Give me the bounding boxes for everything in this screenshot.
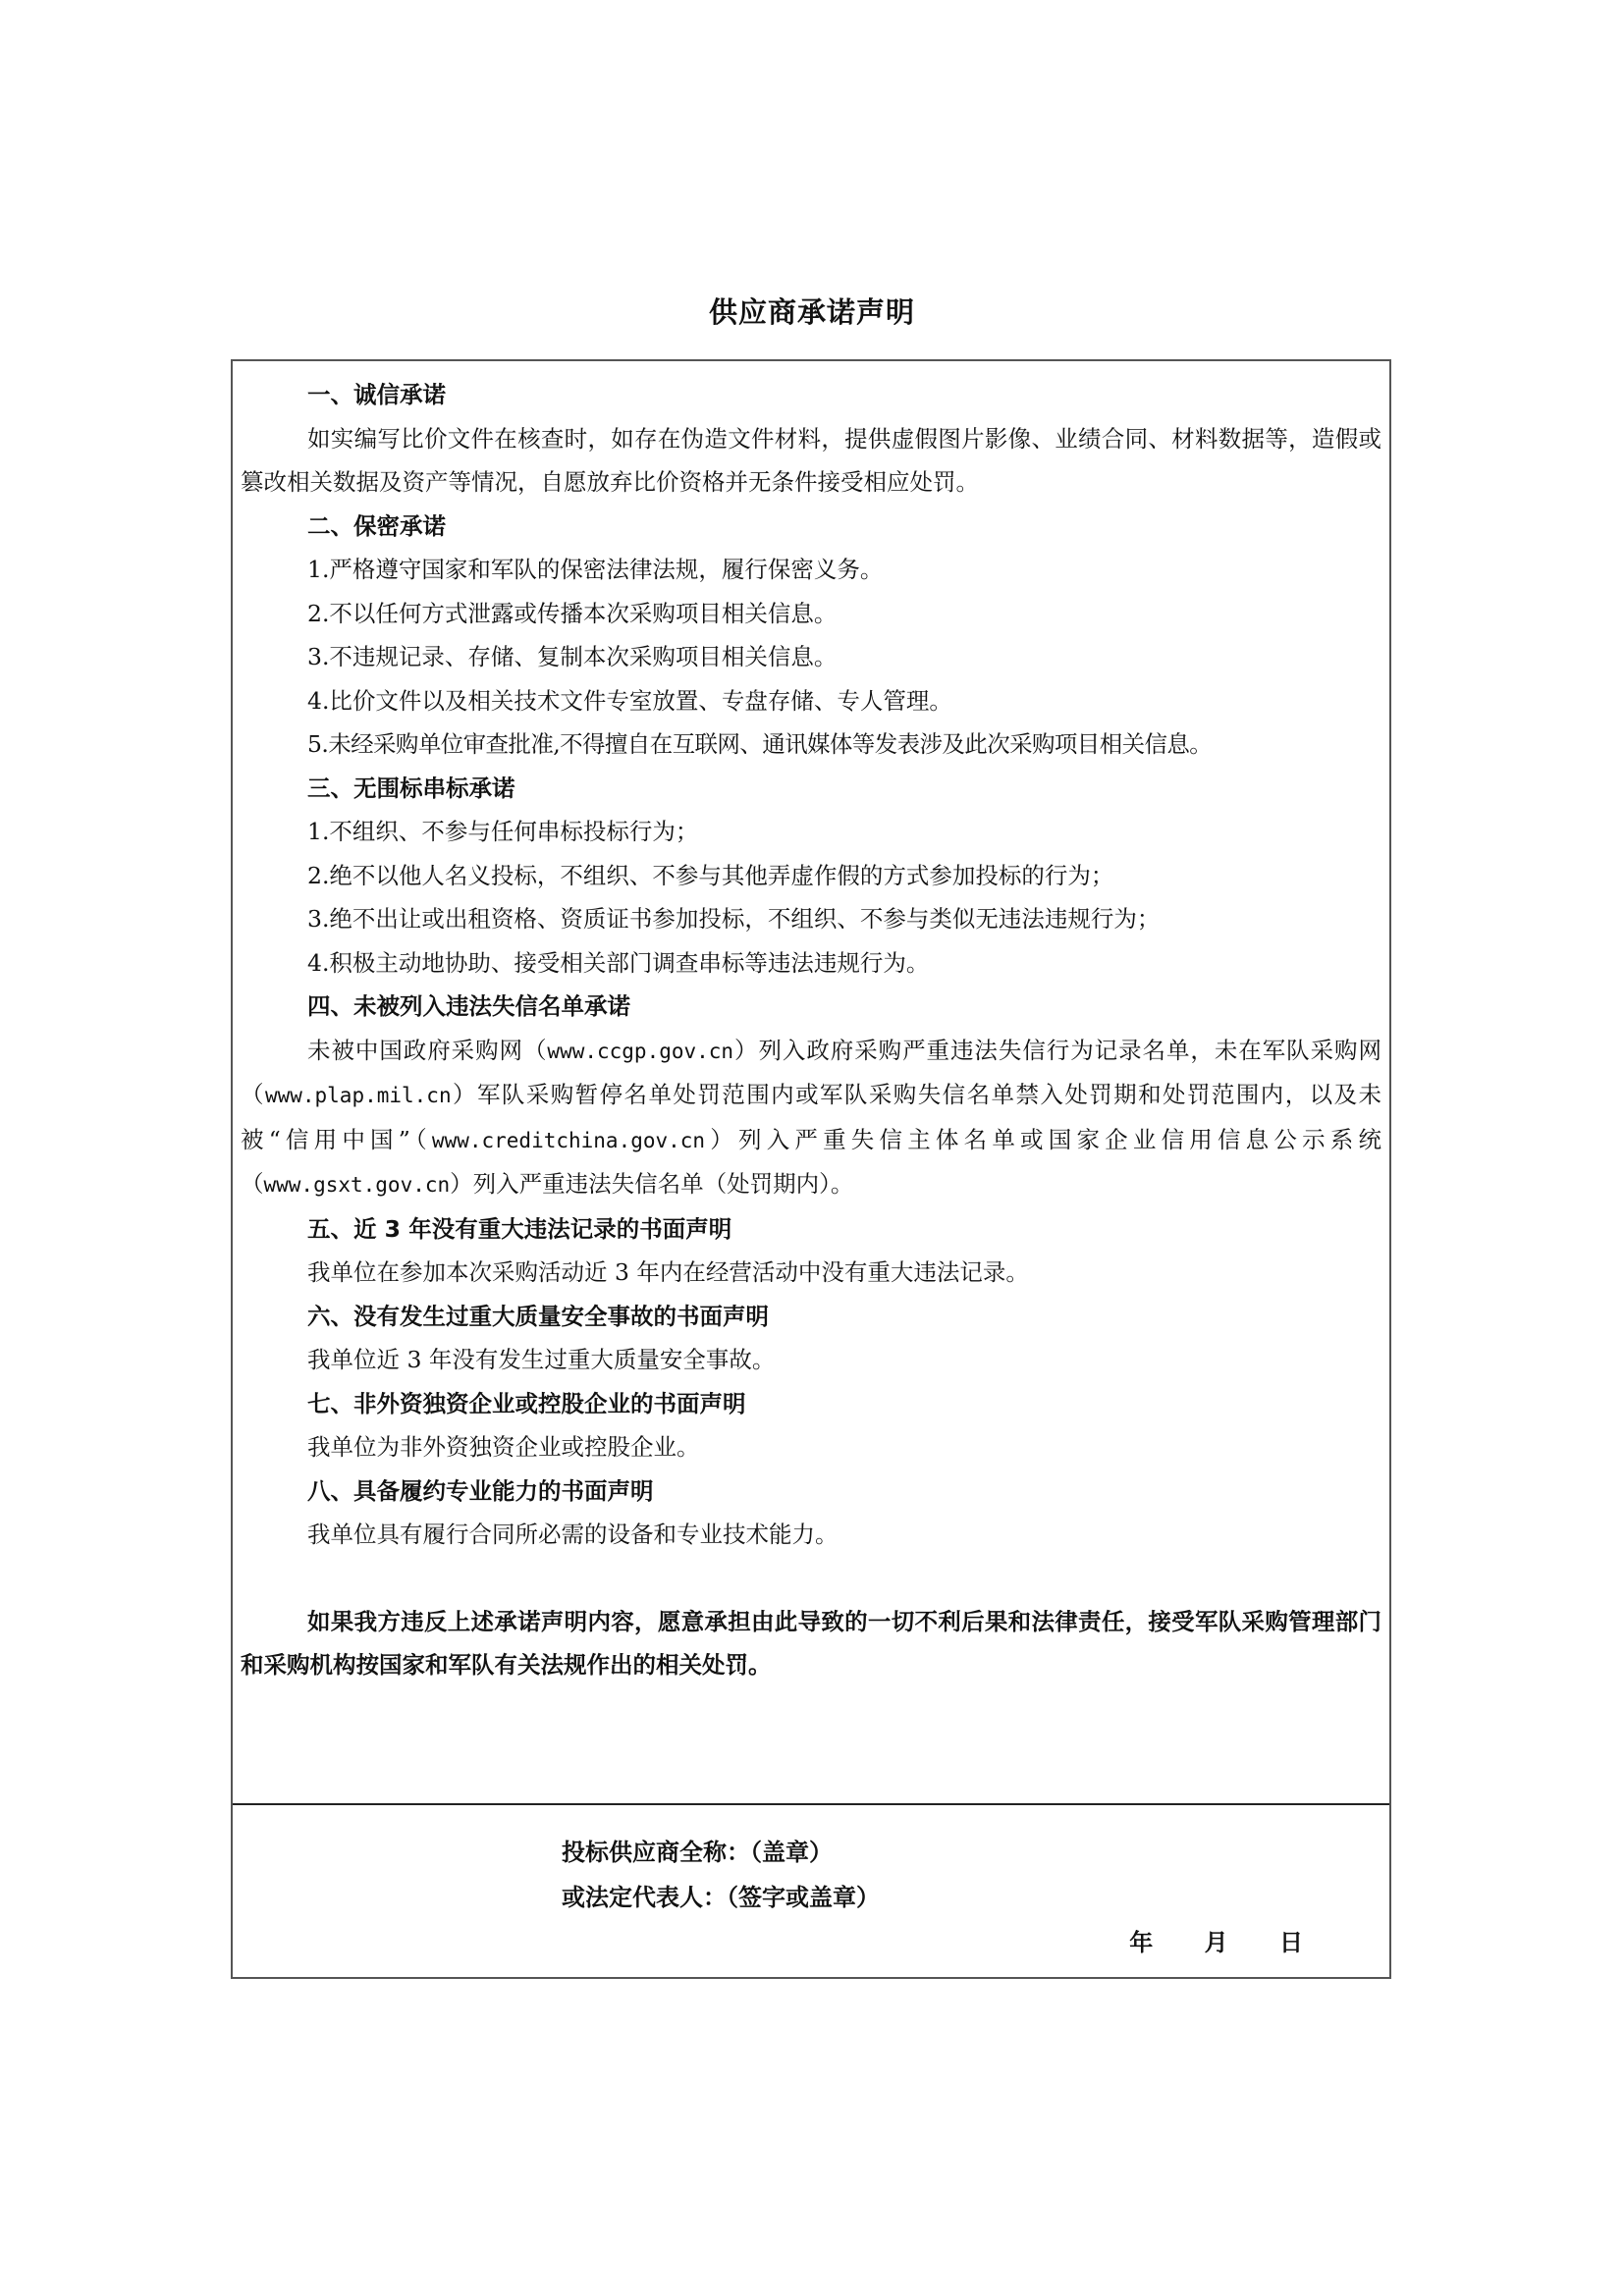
list-item: 4.积极主动地协助、接受相关部门调查串标等违法违规行为。 [307,948,930,977]
commitments-content [241,373,1381,1687]
text-segment: ）列入严重失信主体名单或国家企业信用信息公示系统（ [241,1125,1381,1198]
text-segment: ）军队采购暂停名单处罚范围内或军队采购失信名单禁入处罚期和处罚范围内，以及未被“信用中国”（ [241,1081,1382,1153]
url-plap: www.plap.mil.cn [264,1084,452,1107]
date-line [1129,1923,1303,1957]
url-ccgp: www.ccgp.gov.cn [547,1039,734,1063]
supplier-name-label: 投标供应商全称：（盖章） [562,1839,833,1866]
section-paragraph: 我单位为非外资独资企业或控股企业。 [307,1433,700,1461]
list-item: 1.严格遵守国家和军队的保密法律法规，履行保密义务。 [307,556,884,583]
section-heading: 五、近 3 年没有重大违法记录的书面声明 [307,1214,732,1243]
date-year: 年 [1129,1929,1154,1956]
section-heading: 三、无围标串标承诺 [307,774,515,802]
signature-cell [233,1805,1389,1979]
list-item: 3.不违规记录、存储、复制本次采购项目相关信息。 [307,643,838,670]
section-heading: 六、没有发生过重大质量安全事故的书面声明 [307,1302,769,1330]
text-segment: 未被中国政府采购网（ [307,1036,548,1064]
section-paragraph: 我单位在参加本次采购活动近 3 年内在经营活动中没有重大违法记录。 [307,1258,1029,1286]
section-paragraph: 如实编写比价文件在核查时，如存在伪造文件材料，提供虚假图片影像、业绩合同、材料数据等，造假或篡改相关数据及资产等情况，自愿放弃比价资格并无条件接受相应处罚。 [241,424,1381,496]
list-item: 2.绝不以他人名义投标，不组织、不参与其他弄虚作假的方式参加投标的行为； [307,861,1114,889]
url-creditchina: www.creditchina.gov.cn [431,1128,706,1152]
url-gsxt: www.gsxt.gov.cn [263,1173,451,1197]
spacer [241,1557,1381,1600]
section-heading: 八、具备履约专业能力的书面声明 [307,1476,654,1505]
declaration-table [231,359,1391,1979]
text-segment: ）列入严重违法失信名单（处罚期内）。 [450,1170,854,1198]
list-item: 5.未经采购单位审查批准,不得擅自在互联网、通讯媒体等发表涉及此次采购项目相关信息。 [307,730,1213,758]
closing-statement: 如果我方违反上述承诺声明内容，愿意承担由此导致的一切不利后果和法律责任，接受军队采购管理部门和采购机构按国家和军队有关法规作出的相关处罚。 [241,1607,1381,1679]
commitments-cell [233,361,1389,1805]
section-heading: 七、非外资独资企业或控股企业的书面声明 [307,1389,746,1417]
list-item: 2.不以任何方式泄露或传播本次采购项目相关信息。 [307,599,838,627]
page-title: 供应商承诺声明 [708,295,915,329]
text-segment: ）列入政府采购严重违法失信行为记录名单，未在军队采购网（ [241,1036,1382,1108]
list-item: 4.比价文件以及相关技术文件专室放置、专盘存储、专人管理。 [307,686,952,715]
section-paragraph: 我单位具有履行合同所必需的设备和专业技术能力。 [307,1521,839,1548]
section-heading: 一、诚信承诺 [307,381,446,408]
date-day: 日 [1279,1929,1303,1956]
section-paragraph: 我单位近 3 年没有发生过重大质量安全事故。 [307,1346,776,1373]
legal-rep-label: 或法定代表人：（签字或盖章） [562,1884,880,1911]
section-paragraph [241,1029,1381,1207]
date-month: 月 [1204,1929,1228,1956]
section-heading: 四、未被列入违法失信名单承诺 [307,992,630,1020]
list-item: 3.绝不出让或出租资格、资质证书参加投标，不组织、不参与类似无违法违规行为； [307,905,1161,933]
section-heading: 二、保密承诺 [307,511,446,540]
list-item: 1.不组织、不参与任何串标投标行为； [307,818,699,845]
